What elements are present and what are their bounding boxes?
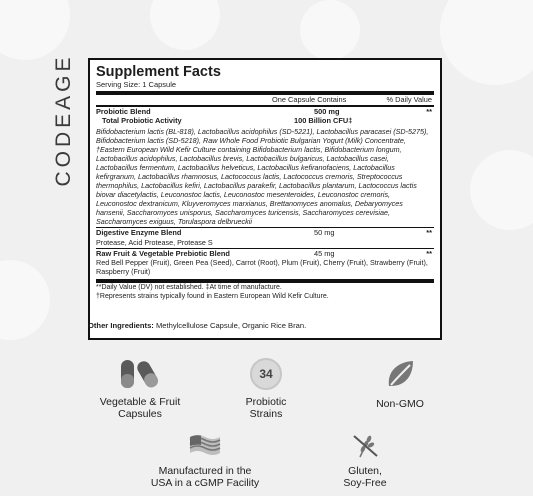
- enzyme-blend-row: [96, 229, 434, 238]
- probiotic-activity-value: 100 Billion CFU‡: [294, 115, 353, 125]
- feature-label: Non-GMO: [376, 398, 424, 410]
- serving-size: Serving Size: 1 Capsule: [96, 80, 177, 89]
- background-bubble: [470, 150, 533, 230]
- probiotic-blend-amount: 500 mg: [314, 107, 340, 116]
- strain-count-badge: [250, 358, 282, 390]
- feature-probiotic-strains: [216, 358, 316, 420]
- brand-logo: CODEAGE: [52, 53, 75, 187]
- background-bubble: [440, 0, 533, 85]
- leaf-icon: [383, 358, 417, 390]
- usa-flag-icon: [188, 433, 222, 459]
- other-ingredients: [88, 321, 306, 330]
- probiotic-activity-row: [96, 117, 434, 126]
- prebiotic-blend-ingredients: Red Bell Pepper (Fruit), Green Pea (Seed), Carrot (Root), Plum (Fruit), Cherry (Fruit), Strawberry (Fruit), Raspberry (Fruit): [96, 258, 428, 277]
- other-ingredients-text: Methylcellulose Capsule, Organic Rice Bran.: [153, 321, 307, 330]
- capsules-icon: [118, 358, 162, 390]
- feature-label: Probiotic Strains: [245, 396, 287, 420]
- column-amount-label: One Capsule Contains: [272, 95, 347, 104]
- no-wheat-icon: [350, 433, 380, 459]
- enzyme-blend-ingredients: Protease, Acid Protease, Protease S: [96, 237, 213, 247]
- feature-label: Gluten, Soy-Free: [343, 465, 387, 489]
- other-ingredients-label: Other Ingredients:: [88, 321, 154, 330]
- footnote-dv: **Daily Value (DV) not established. ‡At time of manufacture.: [96, 284, 282, 292]
- enzyme-blend-name: Digestive Enzyme Blend: [96, 228, 182, 238]
- feature-capsules: [75, 358, 205, 420]
- enzyme-blend-amount: 50 mg: [314, 228, 335, 238]
- footnote-kefir: †Represents strains typically found in Eastern European Wild Kefir Culture.: [96, 292, 329, 300]
- probiotic-blend-name: Probiotic Blend: [96, 107, 151, 116]
- panel-title: Supplement Facts: [96, 64, 221, 80]
- probiotic-activity-label: Total Probiotic Activity: [102, 115, 182, 125]
- prebiotic-blend-amount: 45 mg: [314, 248, 335, 258]
- feature-made-in-usa: [130, 433, 280, 489]
- strain-count: 34: [259, 367, 273, 381]
- background-bubble: [150, 0, 220, 50]
- prebiotic-blend-dv: **: [426, 248, 432, 258]
- prebiotic-blend-name: Raw Fruit & Vegetable Prebiotic Blend: [96, 248, 230, 258]
- feature-non-gmo: [350, 358, 450, 410]
- column-dv-label: % Daily Value: [386, 95, 432, 104]
- prebiotic-blend-row: [96, 250, 434, 259]
- probiotic-blend-dv: **: [426, 107, 432, 116]
- feature-label: Vegetable & Fruit Capsules: [99, 396, 181, 420]
- background-bubble: [300, 0, 360, 60]
- background-bubble: [0, 260, 50, 340]
- feature-gluten-soy-free: [320, 433, 410, 489]
- column-header: [96, 95, 434, 105]
- probiotic-strain-list: Bifidobacterium lactis (BL-818), Lactobacillus acidophilus (SD-5221), Lactobacillus paracasei (SD-5275), Bifidobacterium lactis (SD-5218), Raw Whole Food Probiotic Bulgarian Yogurt (Milk) Concentrate, †Eastern European Wild Kefir Culture containing Bifidobacterium lactis, Bifidobacterium longum, Lactobacillus acidophilus, Lactobacillus brevis, Lactobacillus bulgaricus, Lactobacillus casei, Lactobacillus fermentum, Lactobacillus helveticus, Lactobacillus kefiranofaciens, Lactobacillus kefirgranum, Lactobacillus rhamnosus, Lactococcus lactis, Lactococcus cremoris, Streptococcus thermophilus, Lactobacillus kefiri, Lactobacillus parakefir, Lactobacillus plantarum, Lactococcus lactis biovar diacetylactis, Leuconostoc lactis, Leuconostoc mesenteroides, Leuconostoc cremoris, Leuconostoc dextranicum, Kluyveromyces marxianus, Brettanomyces anomalus, Debaryomyces hansenii, Saccharomyces unisporus, Saccharomyces turicensis, Saccharomyces cerevisiae, Saccharomyces exiguus, Torulaspora delbrueckii: [96, 127, 429, 227]
- supplement-facts-panel: [88, 58, 442, 340]
- background-bubble: [0, 0, 70, 60]
- enzyme-blend-dv: **: [426, 228, 432, 238]
- feature-label: Manufactured in the USA in a cGMP Facility: [150, 465, 260, 489]
